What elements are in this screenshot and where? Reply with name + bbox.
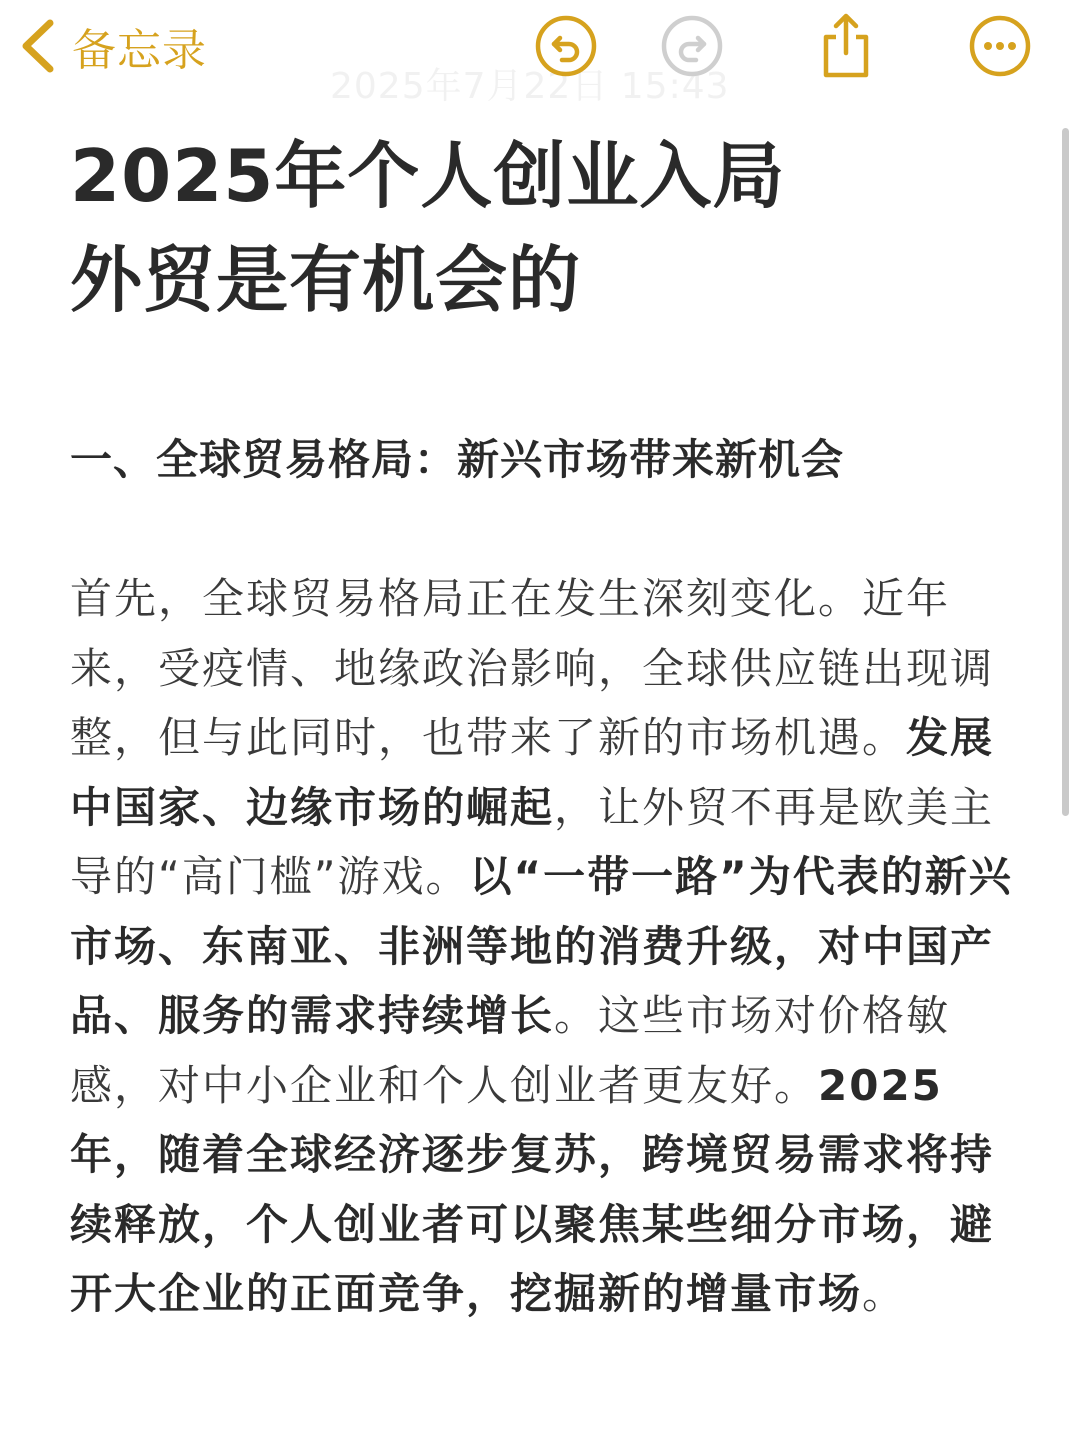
back-button[interactable]: [18, 14, 207, 78]
para-bold-1: 发展中国家、边缘市场的崛起: [70, 713, 995, 832]
note-date: 2025年7月22日 15:43: [330, 66, 730, 107]
para-bold-3: 2025年，随着全球经济逐步复苏，跨境贸易需求将持续释放，个人创业者可以聚焦某些细分市场，避开大企业的正面竞争，挖掘新的增量市场: [70, 1060, 995, 1318]
share-button[interactable]: [814, 14, 878, 78]
undo-button[interactable]: [534, 14, 598, 78]
para-text-4: 。: [862, 1269, 907, 1318]
share-icon: [814, 11, 878, 81]
chevron-left-icon: [18, 19, 58, 73]
redo-button[interactable]: [660, 14, 724, 78]
para-bold-2: 以“一带一路”为代表的新兴市场、东南亚、非洲等地的消费升级，对中国产品、服务的需求持续增长: [70, 852, 1013, 1040]
para-text-1: 首先，全球贸易格局正在发生深刻变化。近年来，受疫情、地缘政治影响，全球供应链出现调整，但与此同时，也带来了新的市场机遇。: [70, 574, 995, 762]
scrollbar[interactable]: [1062, 128, 1069, 816]
navigation-bar: [0, 0, 1080, 107]
more-icon: [968, 14, 1032, 78]
para-text-3: 。这些市场对价格敏感，对中小企业和个人创业者更友好。: [70, 991, 951, 1110]
para-text-2: ，让外贸不再是欧美主导的“高门槛”游戏。: [70, 782, 995, 901]
more-button[interactable]: [968, 14, 1032, 78]
note-body[interactable]: [70, 124, 1020, 1329]
title-line-1: 2025年个人创业入局: [70, 134, 786, 218]
note-title: [70, 124, 1020, 332]
body-paragraph: [70, 564, 1020, 1329]
title-line-2: 外贸是有机会的: [70, 238, 582, 322]
redo-icon: [660, 14, 724, 78]
section-heading: 一、全球贸易格局：新兴市场带来新机会: [70, 435, 845, 484]
undo-icon: [534, 14, 598, 78]
back-label: 备忘录: [72, 25, 207, 76]
